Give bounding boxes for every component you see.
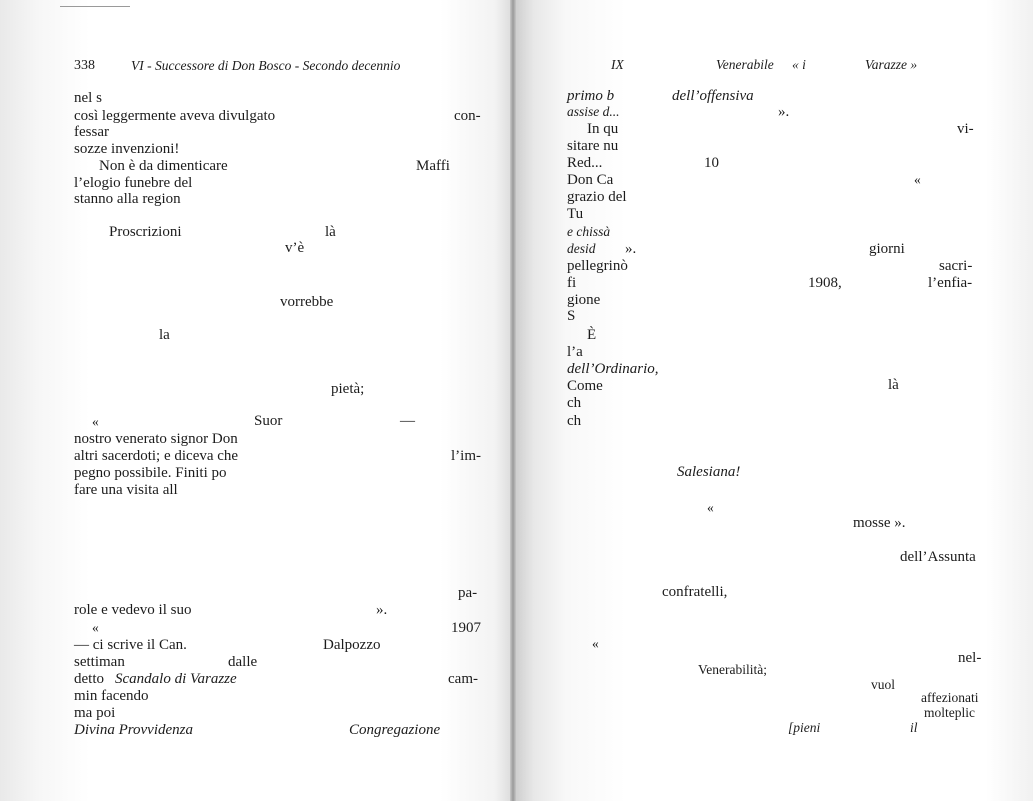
text-line: min facendo: [74, 688, 149, 704]
running-title-part: « i: [792, 57, 806, 72]
text-line: gione: [567, 292, 601, 308]
text-line: «: [592, 636, 599, 651]
text-line: l’enfia-: [928, 275, 973, 291]
text-line: sacri-: [939, 258, 973, 274]
text-line: grazio del: [567, 189, 627, 205]
running-title-part: Varazze »: [865, 57, 918, 72]
page-number: 338: [74, 58, 95, 73]
text-line: «: [914, 172, 921, 187]
text-line: Venerabilità;: [698, 662, 767, 677]
text-line: mosse ».: [853, 515, 906, 531]
text-line: 1907: [451, 620, 481, 636]
text-line: ».: [376, 602, 388, 618]
text-line: là: [325, 224, 336, 240]
text-line: Non è da dimenticare: [99, 158, 228, 174]
text-line: vuol: [871, 677, 896, 692]
text-line: Red...: [567, 155, 603, 171]
text-line: v’è: [285, 240, 305, 256]
text-line: dell’Assunta: [900, 549, 976, 565]
text-line: l’im-: [451, 448, 481, 464]
text-line: pietà;: [331, 381, 365, 397]
text-line: dell’Ordinario,: [567, 361, 659, 377]
text-line: con-: [454, 108, 481, 124]
text-line: assise d...: [567, 104, 620, 119]
text-line: ma poi: [74, 705, 116, 721]
text-line: Dalpozzo: [323, 637, 381, 653]
text-line: Tu: [567, 206, 584, 222]
text-line: È: [587, 327, 597, 343]
running-title: VI - Successore di Don Bosco - Secondo decennio: [131, 58, 401, 73]
text-line: «: [92, 414, 99, 429]
text-line: Maffi: [416, 158, 450, 174]
text-line: e chissà: [567, 224, 611, 239]
text-line: [pieni: [788, 720, 821, 735]
text-line: S: [567, 308, 576, 324]
text-line: fessar: [74, 124, 109, 140]
text-line: altri sacerdoti; e diceva che: [74, 448, 239, 464]
text-line: il: [910, 720, 918, 735]
text-line: nel-: [958, 650, 982, 666]
text-line: là: [888, 377, 899, 393]
text-line: stanno alla region: [74, 191, 181, 207]
text-line: Salesiana!: [677, 464, 741, 480]
text-line: vi-: [957, 121, 974, 137]
text-line: nostro venerato signor Don: [74, 431, 238, 447]
left-page: [0, 0, 510, 801]
text-line: confratelli,: [662, 584, 728, 600]
text-line: Congregazione: [349, 722, 441, 738]
text-line: 10: [704, 155, 719, 171]
text-line: Divina Provvidenza: [74, 722, 193, 738]
text-line: «: [707, 500, 714, 515]
text-line: In qu: [587, 121, 619, 137]
scan-top-rule: [60, 6, 130, 7]
text-line: desid: [567, 241, 596, 256]
text-line: fare una visita all: [74, 482, 178, 498]
text-line: pa-: [458, 585, 478, 601]
right-page: [516, 0, 1033, 801]
text-line: vorrebbe: [280, 294, 334, 310]
text-line: dell’offensiva: [672, 88, 754, 104]
text-line: ch: [567, 413, 582, 429]
text-line: ».: [778, 104, 790, 120]
text-line: affezionati: [921, 690, 979, 705]
running-title-part: Venerabile: [716, 57, 774, 72]
text-line: pellegrinò: [567, 258, 628, 274]
text-line: ch: [567, 395, 582, 411]
text-line: giorni: [869, 241, 905, 257]
text-line: — ci scrive il Can.: [74, 637, 187, 653]
text-line: la: [159, 327, 170, 343]
text-line: Suor: [254, 413, 283, 429]
text-line: pegno possibile. Finiti po: [74, 465, 227, 481]
text-line: settiman: [74, 654, 125, 670]
text-line: «: [92, 620, 99, 635]
text-line: Come: [567, 378, 603, 394]
text-line: —: [400, 413, 415, 429]
text-line: ».: [625, 241, 637, 257]
text-line: sitare nu: [567, 138, 619, 154]
text-line: cam-: [448, 671, 478, 687]
text-line: Don Ca: [567, 172, 614, 188]
text-line: detto: [74, 671, 104, 687]
text-line: 1908,: [808, 275, 842, 291]
text-line: role e vedevo il suo: [74, 602, 192, 618]
text-line: nel s: [74, 90, 102, 106]
text-line: dalle: [228, 654, 258, 670]
text-line: l’a: [567, 344, 583, 360]
text-line: Scandalo di Varazze: [115, 671, 237, 687]
text-line: l’elogio funebre del: [74, 175, 193, 191]
text-line: primo b: [567, 88, 615, 104]
text-line: così leggermente aveva divulgato: [74, 108, 276, 124]
text-line: Proscrizioni: [109, 224, 182, 240]
chapter-number: IX: [611, 57, 624, 72]
text-line: sozze invenzioni!: [74, 141, 180, 157]
text-line: fi: [567, 275, 577, 291]
text-line: molteplic: [924, 705, 975, 720]
